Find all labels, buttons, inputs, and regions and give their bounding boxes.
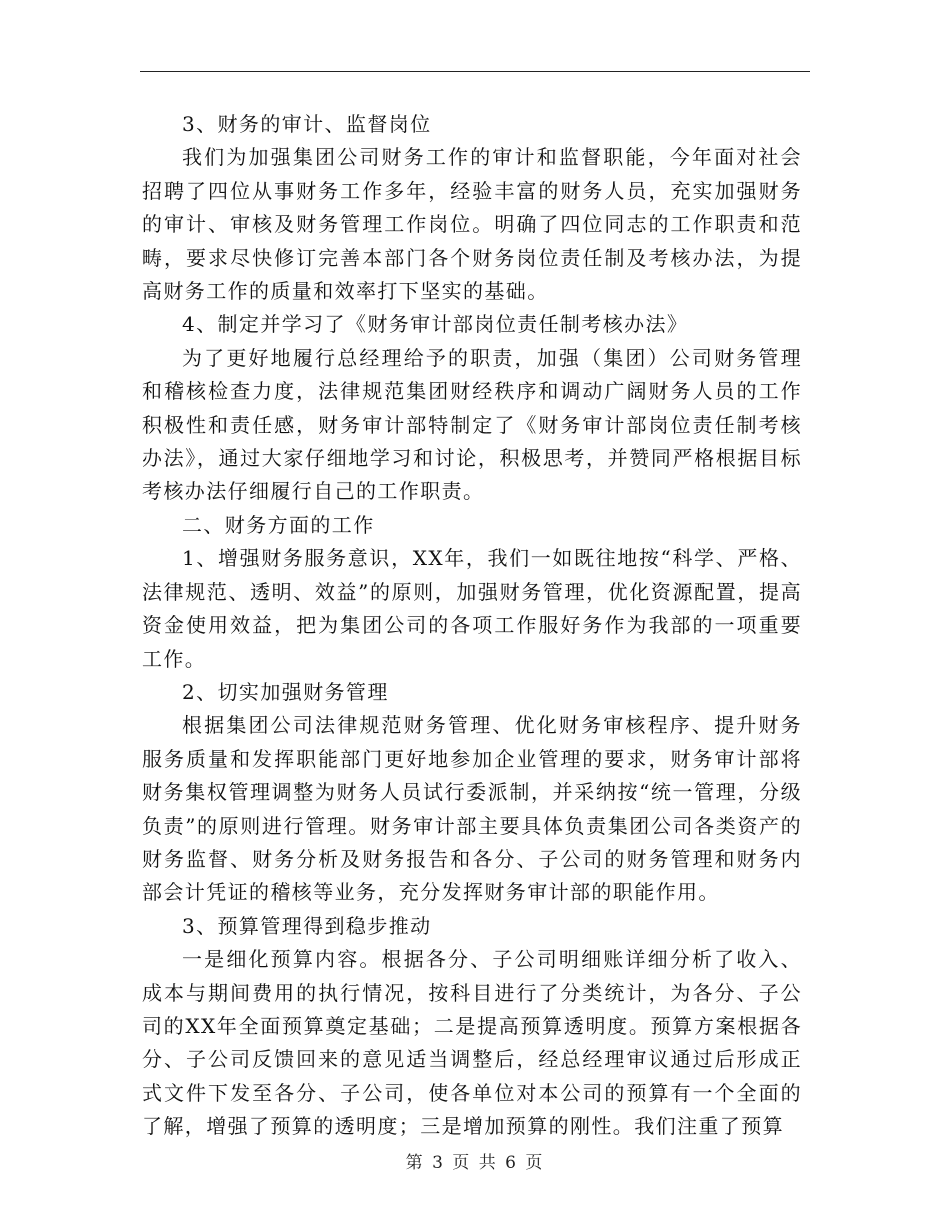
section-heading-audit-supervision: 3、财务的审计、监督岗位	[182, 112, 432, 136]
page-number-footer: 第 3 页 共 6 页	[405, 1153, 545, 1173]
paragraph-budget-management: 一是细化预算内容。根据各分、子公司明细账详细分析了收入、成本与期间费用的执行情况，按科目进行了分类统计，为各分、子公司的XX年全面预算奠定基础；二是提高预算透明度。预算方案根据各分、子公司反馈回来的意见适当调整后，经总经理审议通过后形成正式文件下发至各分、子公司，使各单位对本公司的预算有一个全面的了解，增强了预算的透明度；三是增加预算的刚性。我们注重了预算	[142, 947, 802, 1139]
paragraph-assessment-method: 为了更好地履行总经理给予的职责，加强（集团）公司财务管理和稽核检查力度，法律规范集团财经秩序和调动广阔财务人员的工作积极性和责任感，财务审计部特制定了《财务审计部岗位责任制考核办法》，通过大家仔细地学习和讨论，积极思考，并赞同严格根据目标考核办法仔细履行自己的工作职责。	[142, 345, 802, 504]
section-heading-budget-management: 3、预算管理得到稳步推动	[182, 913, 432, 938]
paragraph-service-awareness: 1、增强财务服务意识，XX年，我们一如既往地按“科学、严格、法律规范、透明、效益”的原则，加强财务管理，优化资源配置，提高资金使用效益，把为集团公司的各项工作服好务作为我部的一项重要工作。	[142, 546, 802, 671]
section-heading-finance-management: 2、切实加强财务管理	[182, 679, 389, 704]
document-body	[142, 108, 802, 1144]
section-heading-assessment-method: 4、制定并学习了《财务审计部岗位责任制考核办法》	[182, 312, 689, 337]
section-heading-finance-work: 二、财务方面的工作	[182, 512, 375, 537]
paragraph-audit-staff: 我们为加强集团公司财务工作的审计和监督职能，今年面对社会招聘了四位从事财务工作多年，经验丰富的财务人员，充实加强财务的审计、审核及财务管理工作岗位。明确了四位同志的工作职责和范畴，要求尽快修订完善本部门各个财务岗位责任制及考核办法，为提高财务工作的质量和效率打下坚实的基础。	[142, 145, 802, 304]
paragraph-finance-management: 根据集团公司法律规范财务管理、优化财务审核程序、提升财务服务质量和发挥职能部门更好地参加企业管理的要求，财务审计部将财务集权管理调整为财务人员试行委派制，并采纳按“统一管理，分级负责”的原则进行管理。财务审计部主要具体负责集团公司各类资产的财务监督、财务分析及财务报告和各分、子公司的财务管理和财务内部会计凭证的稽核等业务，充分发挥财务审计部的职能作用。	[142, 713, 802, 905]
header-rule	[140, 71, 810, 72]
